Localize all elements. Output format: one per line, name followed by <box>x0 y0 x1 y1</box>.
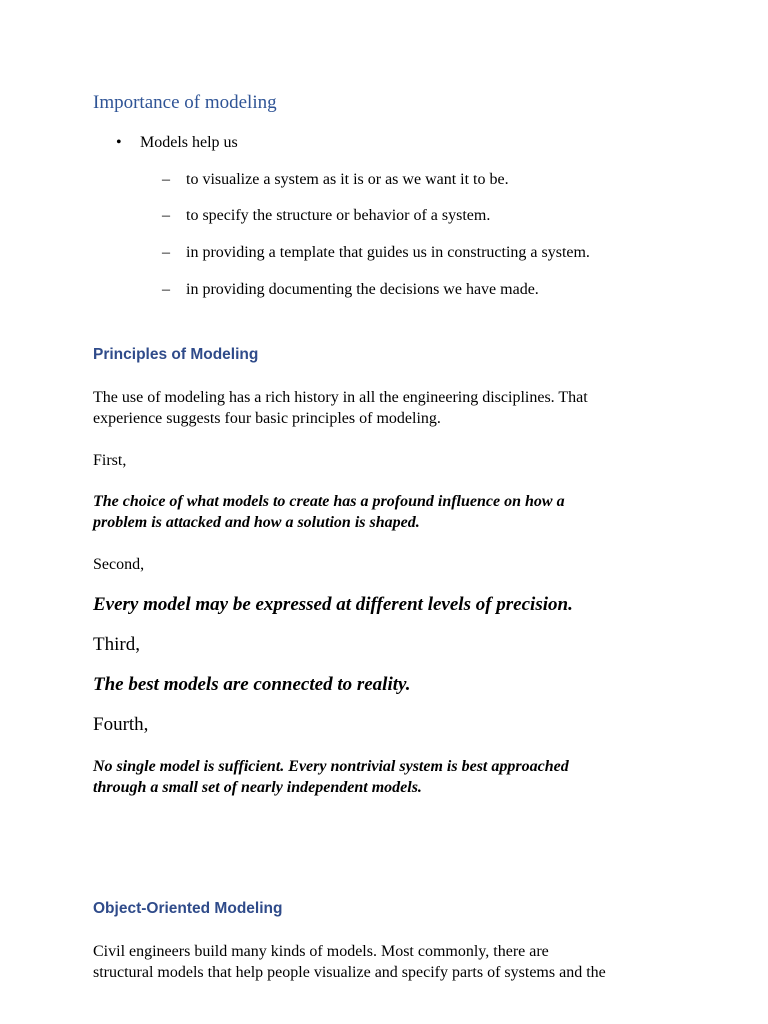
object-oriented-paragraph <box>93 941 606 983</box>
principle-first <box>93 491 565 533</box>
label-second: Second, <box>93 556 145 573</box>
label-third: Third, <box>93 634 140 655</box>
principle-fourth-line-2: through a small set of nearly independent models. <box>93 779 422 796</box>
dash-marker-3: – <box>162 244 170 261</box>
dash-marker-1: – <box>162 171 170 188</box>
principles-intro-line-1: The use of modeling has a rich history in all the engineering disciplines. That <box>93 389 588 406</box>
sub-item-documenting: in providing documenting the decisions we have made. <box>186 281 539 298</box>
principle-first-line-1: The choice of what models to create has a profound influence on how a <box>93 493 565 510</box>
object-oriented-line-2: structural models that help people visualize and specify parts of systems and the <box>93 964 606 981</box>
principle-fourth-line-1: No single model is sufficient. Every nontrivial system is best approached <box>93 758 569 775</box>
dash-marker-4: – <box>162 281 170 298</box>
principles-intro-line-2: experience suggests four basic principles of modeling. <box>93 410 441 427</box>
label-first: First, <box>93 452 127 469</box>
sub-item-template: in providing a template that guides us in constructing a system. <box>186 244 590 261</box>
principle-second: Every model may be expressed at different levels of precision. <box>93 594 573 615</box>
heading-object-oriented-modeling: Object-Oriented Modeling <box>93 900 283 917</box>
principle-first-line-2: problem is attacked and how a solution is shaped. <box>93 514 420 531</box>
label-fourth: Fourth, <box>93 714 149 735</box>
principles-intro <box>93 387 588 429</box>
dash-marker-2: – <box>162 207 170 224</box>
principle-third: The best models are connected to reality. <box>93 674 411 695</box>
heading-importance-of-modeling: Importance of modeling <box>93 92 277 113</box>
object-oriented-line-1: Civil engineers build many kinds of models. Most commonly, there are <box>93 943 549 960</box>
sub-item-visualize: to visualize a system as it is or as we want it to be. <box>186 171 509 188</box>
bullet-models-help-us: Models help us <box>140 134 238 151</box>
principle-fourth <box>93 756 569 798</box>
bullet-marker: • <box>116 134 122 151</box>
heading-principles-of-modeling: Principles of Modeling <box>93 346 259 363</box>
sub-item-specify: to specify the structure or behavior of a system. <box>186 207 491 224</box>
